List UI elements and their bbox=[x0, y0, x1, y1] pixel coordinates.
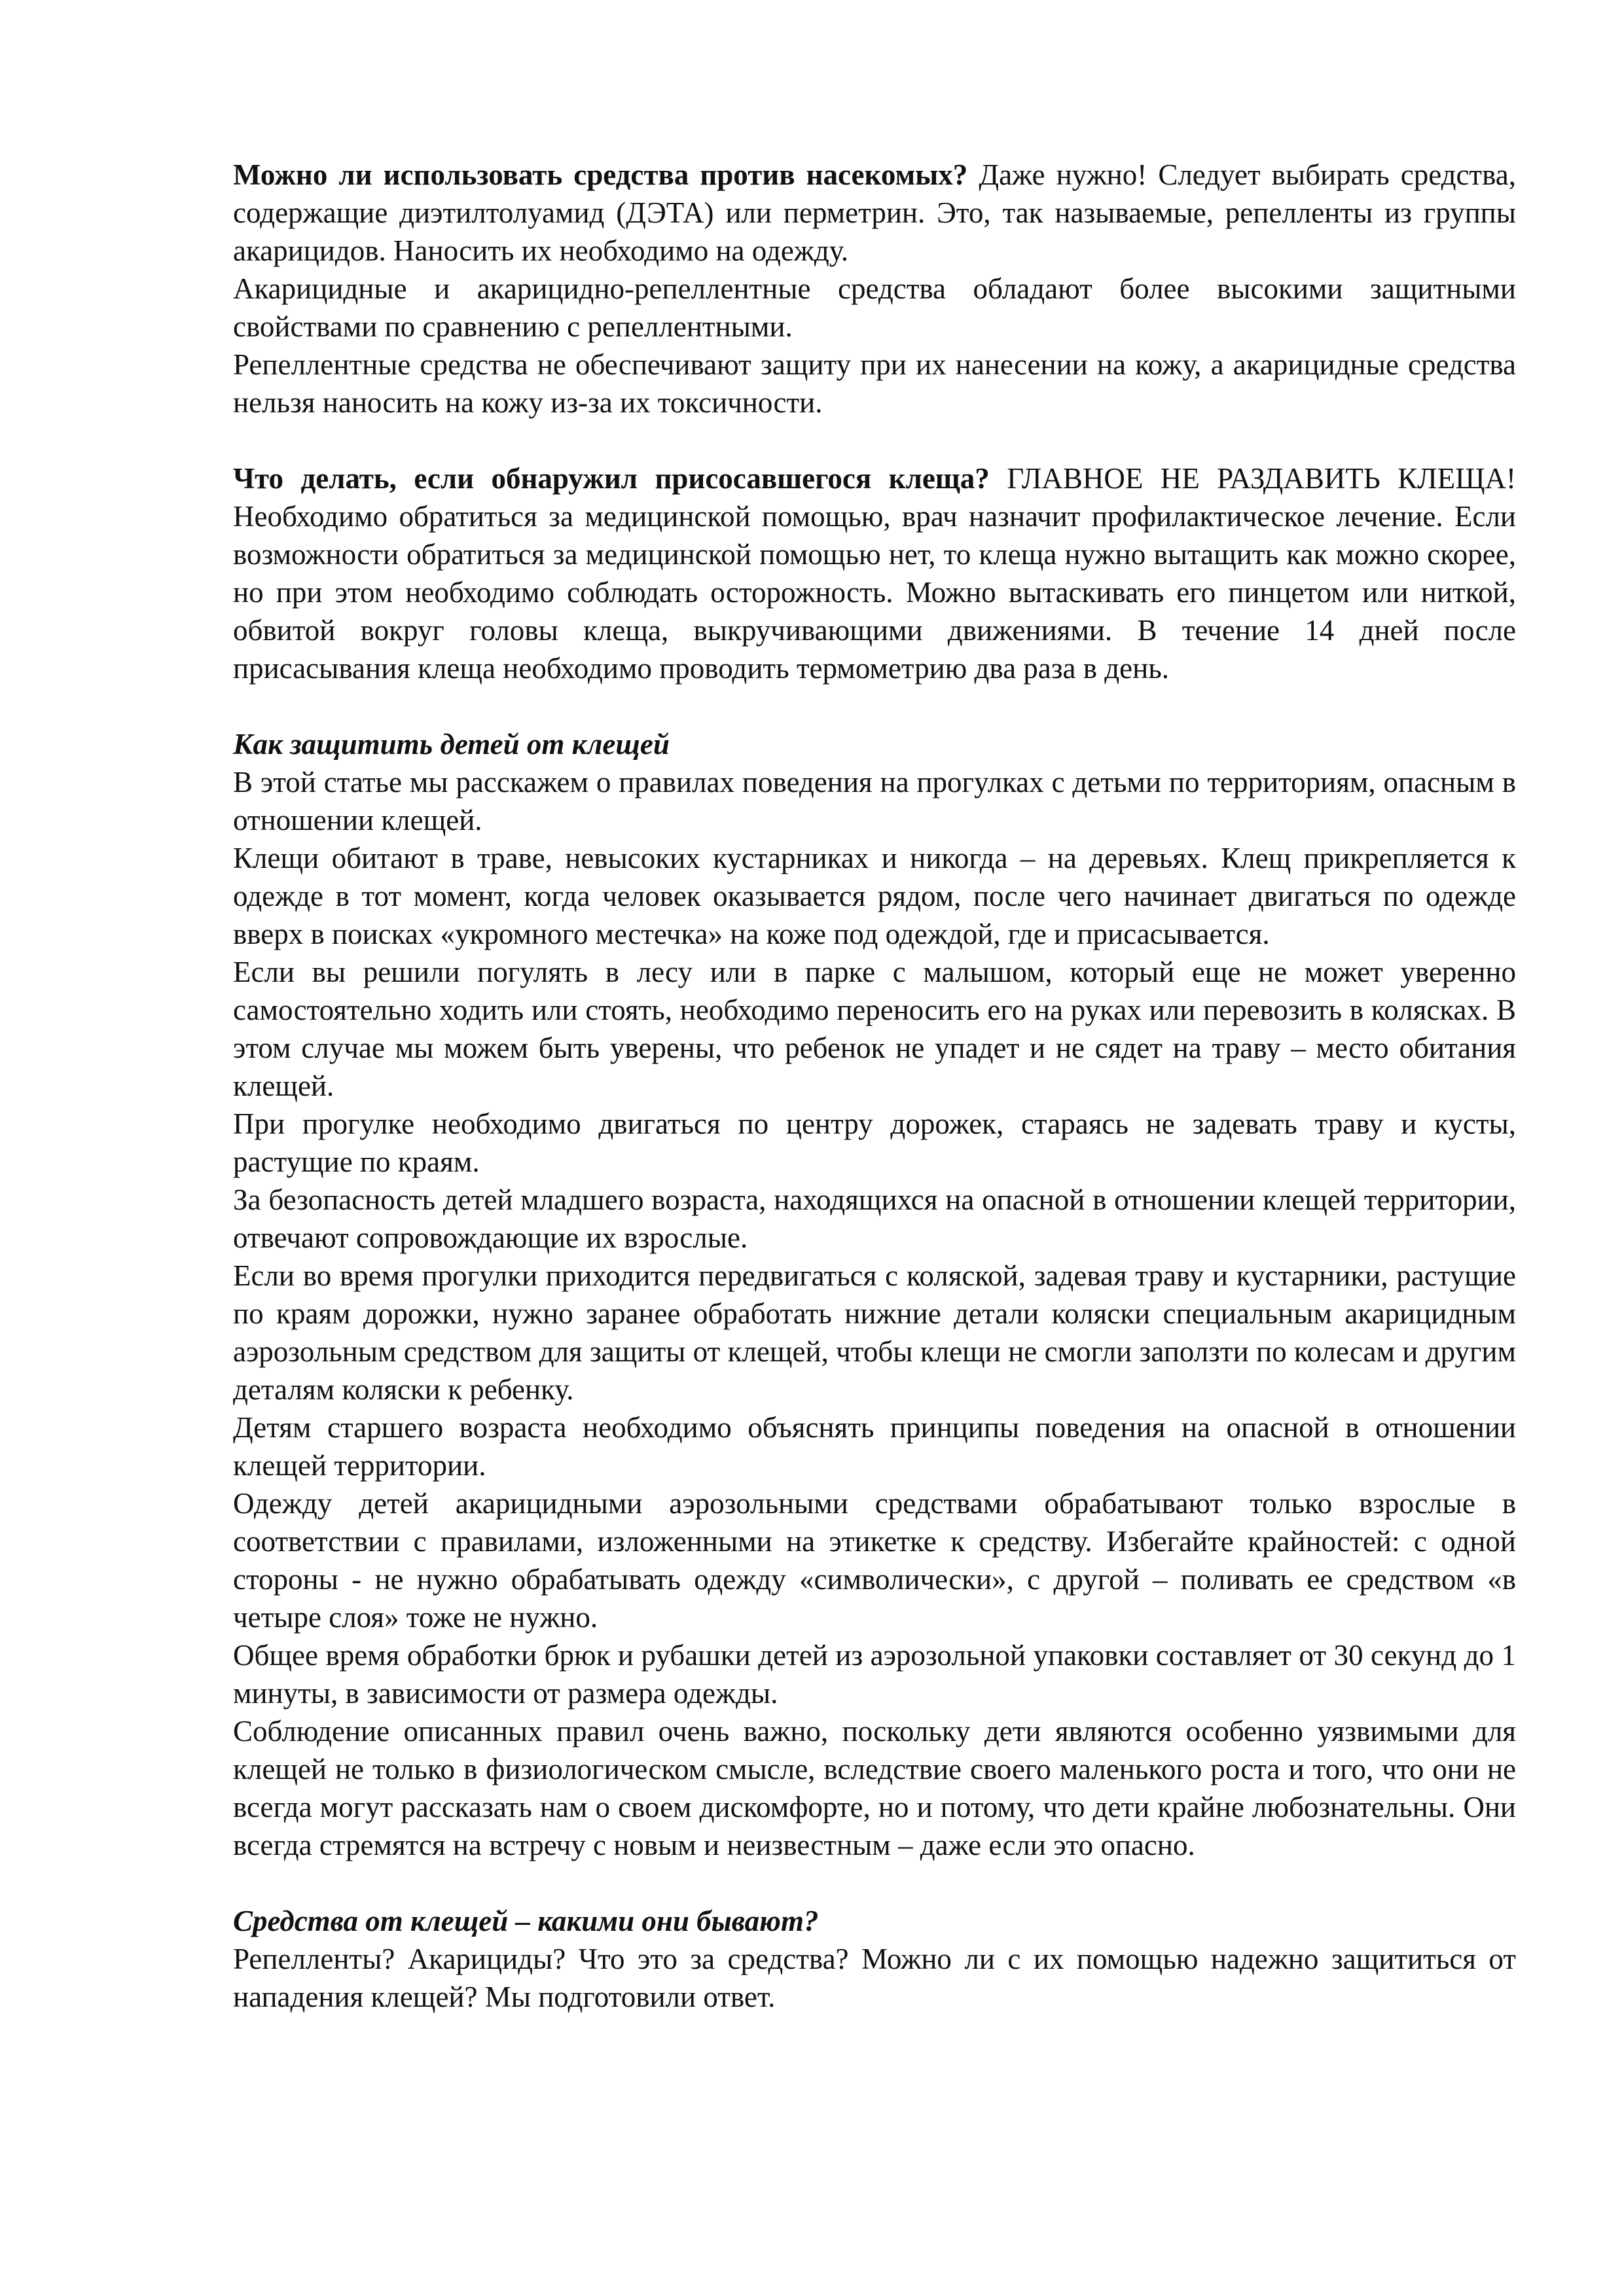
attached-tick-paragraph bbox=[233, 459, 1516, 687]
insecticide-answer-text: Даже нужно! Следует выбирать средства, содержащие диэтилтолуамид (ДЭТА) или перметрин. Это, так называемые, репелленты из группы акарицидов. Наносить их необходимо на одежду. bbox=[233, 158, 1516, 267]
children-paragraph-9: Общее время обработки брюк и рубашки детей из аэрозольной упаковки составляет от 30 секунд до 1 минуты, в зависимости от размера одежды. bbox=[233, 1639, 1516, 1710]
spacer bbox=[233, 687, 1516, 725]
tick-remedies-heading: Средства от клещей – какими они бывают? bbox=[233, 1905, 819, 1937]
children-paragraph-6: Если во время прогулки приходится передвигаться с коляской, задевая траву и кустарники, растущие по краям дорожки, нужно заранее обработать нижние детали коляски специальным акарицидным аэрозольным средством для защиты от клещей, чтобы клещи не смогли заползти по колесам и другим деталям коляски к ребенку. bbox=[233, 1259, 1516, 1406]
protect-children-heading: Как защитить детей от клещей bbox=[233, 728, 670, 761]
document-page bbox=[233, 156, 1516, 2016]
children-paragraph-1: В этой статье мы расскажем о правилах поведения на прогулках с детьми по территориям, опасным в отношении клещей. bbox=[233, 766, 1516, 836]
insecticide-question-bold: Можно ли использовать средства против насекомых? bbox=[233, 158, 968, 191]
children-paragraph-2: Клещи обитают в траве, невысоких кустарниках и никогда – на деревьях. Клещ прикрепляется к одежде в тот момент, когда человек оказывается рядом, после чего начинает двигаться по одежде вверх в поисках «укромного местечка» на коже под одеждой, где и присасывается. bbox=[233, 842, 1516, 950]
attached-tick-question-bold: Что делать, если обнаружил присосавшегося клеща? bbox=[233, 462, 990, 495]
children-paragraph-8: Одежду детей акарицидными аэрозольными средствами обрабатывают только взрослые в соответствии с правилами, изложенными на этикетке к средству. Избегайте крайностей: с одной стороны - не нужно обрабатывать одежду «символически», с другой – поливать ее средством «в четыре слоя» тоже не нужно. bbox=[233, 1487, 1516, 1634]
insecticide-question-paragraph bbox=[233, 156, 1516, 270]
children-paragraph-3: Если вы решили погулять в лесу или в парке с малышом, который еще не может уверенно самостоятельно ходить или стоять, необходимо переносить его на руках или перевозить в колясках. В этом случае мы можем быть уверены, что ребенок не упадет и не сядет на траву – место обитания клещей. bbox=[233, 956, 1516, 1102]
children-paragraph-4: При прогулке необходимо двигаться по центру дорожек, стараясь не задевать траву и кусты, растущие по краям. bbox=[233, 1107, 1516, 1178]
attached-tick-answer-text: ГЛАВНОЕ НЕ РАЗДАВИТЬ КЛЕЩА! Необходимо обратиться за медицинской помощью, врач назначит профилактическое лечение. Если возможности обратиться за медицинской помощью нет, то клеща нужно вытащить как можно скорее, но при этом необходимо соблюдать осторожность. Можно вытаскивать его пинцетом или ниткой, обвитой вокруг головы клеща, выкручивающими движениями. В течение 14 дней после присасывания клеща необходимо проводить термометрию два раза в день. bbox=[233, 462, 1516, 685]
acaricide-properties-paragraph: Акарицидные и акарицидно-репеллентные средства обладают более высокими защитными свойствами по сравнению с репеллентными. bbox=[233, 272, 1516, 343]
children-paragraph-10: Соблюдение описанных правил очень важно, поскольку дети являются особенно уязвимыми для клещей не только в физиологическом смысле, вследствие своего маленького роста и того, что они не всегда могут рассказать нам о своем дискомфорте, но и потому, что дети крайне любознательны. Они всегда стремятся на встречу с новым и неизвестным – даже если это опасно. bbox=[233, 1715, 1516, 1861]
spacer bbox=[233, 422, 1516, 459]
spacer bbox=[233, 1864, 1516, 1902]
children-paragraph-7: Детям старшего возраста необходимо объяснять принципы поведения на опасной в отношении клещей территории. bbox=[233, 1411, 1516, 1482]
tick-remedies-paragraph: Репелленты? Акарициды? Что это за средства? Можно ли с их помощью надежно защититься от нападения клещей? Мы подготовили ответ. bbox=[233, 1943, 1516, 2013]
children-paragraph-5: За безопасность детей младшего возраста, находящихся на опасной в отношении клещей территории, отвечают сопровождающие их взрослые. bbox=[233, 1183, 1516, 1254]
repellent-skin-paragraph: Репеллентные средства не обеспечивают защиту при их нанесении на кожу, а акарицидные средства нельзя наносить на кожу из-за их токсичности. bbox=[233, 348, 1516, 419]
